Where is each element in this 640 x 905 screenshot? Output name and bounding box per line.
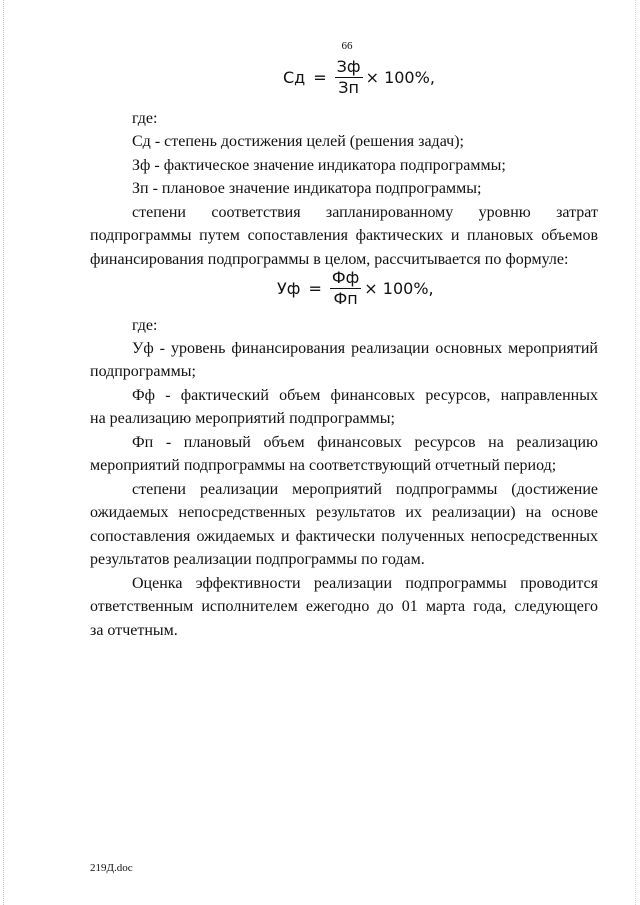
definition-fp-line1: Фп - плановый объем финансовых ресурсов на реализацию [132,434,598,451]
formula-numerator: Фф [331,268,360,287]
formula-denominator: Фп [333,288,358,308]
formula-lhs: Уф [277,278,301,298]
formula-denominator: Зп [338,77,359,97]
paragraph-evaluation-line2: ответственным исполнителем ежегодно до 01 марта года, следующего [90,598,598,615]
paragraph-cost-level-line1 [132,203,598,223]
scan-border-left [3,0,4,905]
scan-border-right [635,0,636,905]
formula-multiplier: × 100%, [364,278,434,298]
definition-ff-line2: на реализацию мероприятий подпрограммы; [90,410,395,427]
formula-multiplier: × 100%, [365,67,435,87]
definition-fp-line2: мероприятий подпрограммы на соответствующий отчетный период; [90,457,557,474]
paragraph-evaluation-line3: за отчетным. [90,622,178,639]
formula-fraction [330,269,361,307]
definition-ff-line1: Фф - фактический объем финансовых ресурсов, направленных [132,387,598,404]
definition-zp: Зп - плановое значение индикатора подпрограммы; [132,180,482,197]
formula-goal-achievement [283,58,435,96]
paragraph-measures-line2: ожидаемых непосредственных результатов их реализации) на основе [90,504,598,521]
page-number: 66 [341,40,353,52]
definition-sd: Сд - степень достижения целей (решения задач); [132,133,464,150]
formula-equals: = [313,67,327,87]
formula-lhs: Сд [283,67,306,87]
definition-uf-line1: Уф - уровень финансирования реализации основных мероприятий [132,340,598,357]
definition-uf-line2: подпрограммы; [90,363,196,380]
footer-filename: 219Д.doc [90,862,133,874]
formula-fraction [335,58,363,96]
paragraph-measures-line3: сопоставления ожидаемых и фактически полученных непосредственных [90,528,598,545]
word: уровню [478,204,531,221]
where-label-2: где: [132,317,158,334]
paragraph-cost-level-line3: финансирования подпрограммы в целом, рассчитывается по формуле: [90,251,569,268]
word: запланированному [325,204,454,221]
paragraph-cost-level-line2: подпрограммы путем сопоставления фактических и плановых объемов [90,227,598,244]
word: затрат [556,204,598,221]
word: степени [132,204,186,221]
formula-financing-level [277,269,434,307]
formula-equals: = [308,278,322,298]
formula-numerator: Зф [336,57,361,76]
definition-zf: Зф - фактическое значение индикатора подпрограммы; [132,157,506,174]
where-label-1: где: [132,110,158,127]
paragraph-measures-line4: результатов реализации подпрограммы по годам. [90,551,425,568]
paragraph-measures-line1: степени реализации мероприятий подпрограммы (достижение [132,481,598,498]
paragraph-evaluation-line1: Оценка эффективности реализации подпрограммы проводится [132,575,598,592]
word: соответствия [211,204,301,221]
